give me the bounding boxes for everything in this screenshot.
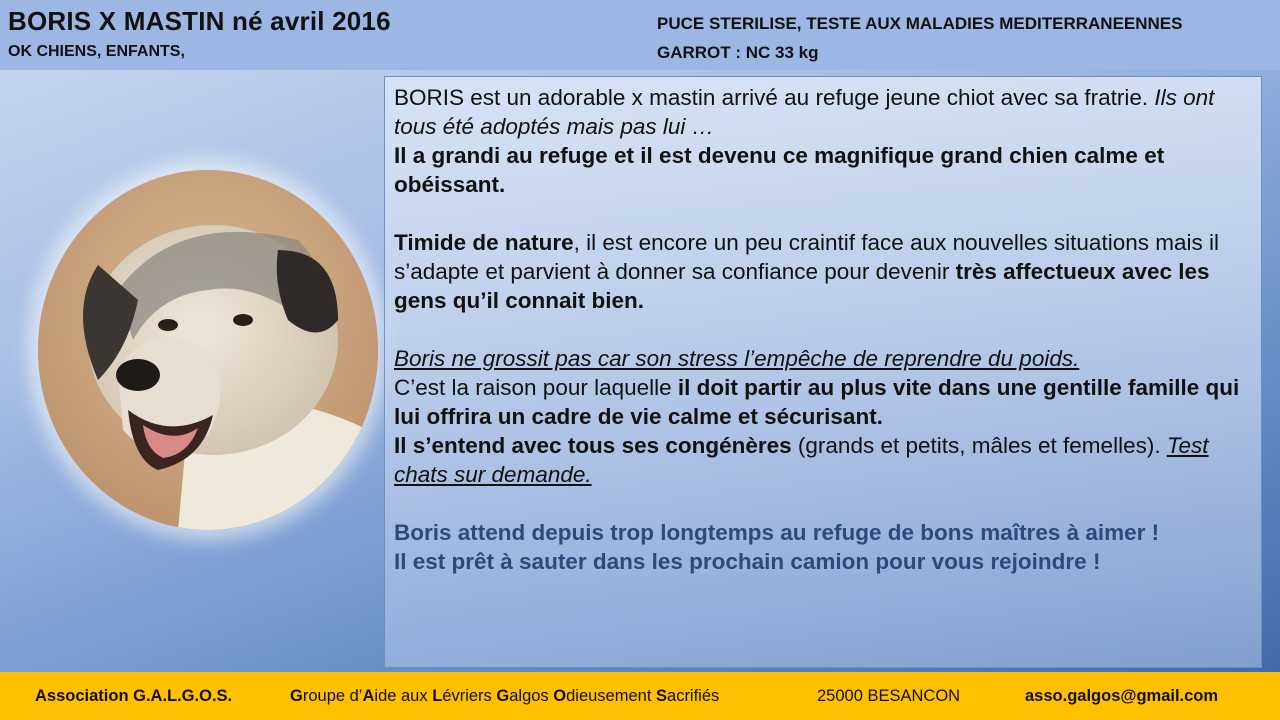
grown-text: Il a grandi au refuge et il est devenu ce magnifique grand chien calme et obéissant. [394,143,1165,197]
description-box [384,76,1262,668]
footer-bar [0,672,1280,720]
page-title: BORIS X MASTIN né avril 2016 [8,6,391,36]
stress-italic: Boris ne grossit pas car son stress l’empêche de reprendre du poids. [394,346,1080,371]
paragraph-intro [394,83,1253,141]
congeners-bold: Il s’entend avec tous ses congénères [394,433,792,458]
dog-photo [38,170,378,530]
footer-group-name: Groupe d’Aide aux Lévriers Galgos Odieusement Sacrifiés [290,687,720,705]
dog-illustration [38,170,378,530]
reason-text: C’est la raison pour laquelle [394,375,678,400]
paragraph-timid [394,228,1253,315]
affectionate-bold: très affectueux avec les gens qu’il connait bien. [394,259,1210,313]
paragraph-waiting: Boris attend depuis trop longtemps au refuge de bons maîtres à aimer ! [394,520,1160,545]
header-subtitle: OK CHIENS, ENFANTS, [8,43,185,60]
paragraph-reason [394,373,1253,431]
intro-italic: Ils ont tous été adoptés mais pas lui … [394,85,1215,139]
paragraph-ready: Il est prêt à sauter dans les prochain camion pour vous rejoindre ! [394,549,1101,574]
paragraph-congeners [394,431,1253,489]
reason-bold: il doit partir au plus vite dans une gentille famille qui lui offrira un cadre de vie calme et sécurisant. [394,375,1240,429]
footer-email[interactable]: asso.galgos@gmail.com [1025,687,1219,705]
paragraph-grown [394,141,1253,199]
header-size-info: GARROT : NC 33 kg [657,43,819,62]
congeners-text: (grands et petits, mâles et femelles). [791,433,1167,458]
intro-text: BORIS est un adorable x mastin arrivé au refuge jeune chiot avec sa fratrie. [394,85,1155,110]
timid-text: , il est encore un peu craintif face aux nouvelles situations mais il s’adapte et parvient à donner sa confiance pour devenir [394,230,1219,284]
paragraph-stress [394,344,1253,373]
footer-city: 25000 BESANCON [817,687,961,705]
timid-bold: Timide de nature [394,230,574,255]
footer-association: Association G.A.L.G.O.S. [35,687,233,705]
header-bar [0,0,1280,70]
cats-test-text: Test chats sur demande. [394,433,1209,487]
header-health-info: PUCE STERILISE, TESTE AUX MALADIES MEDITERRANEENNES [657,14,1183,33]
